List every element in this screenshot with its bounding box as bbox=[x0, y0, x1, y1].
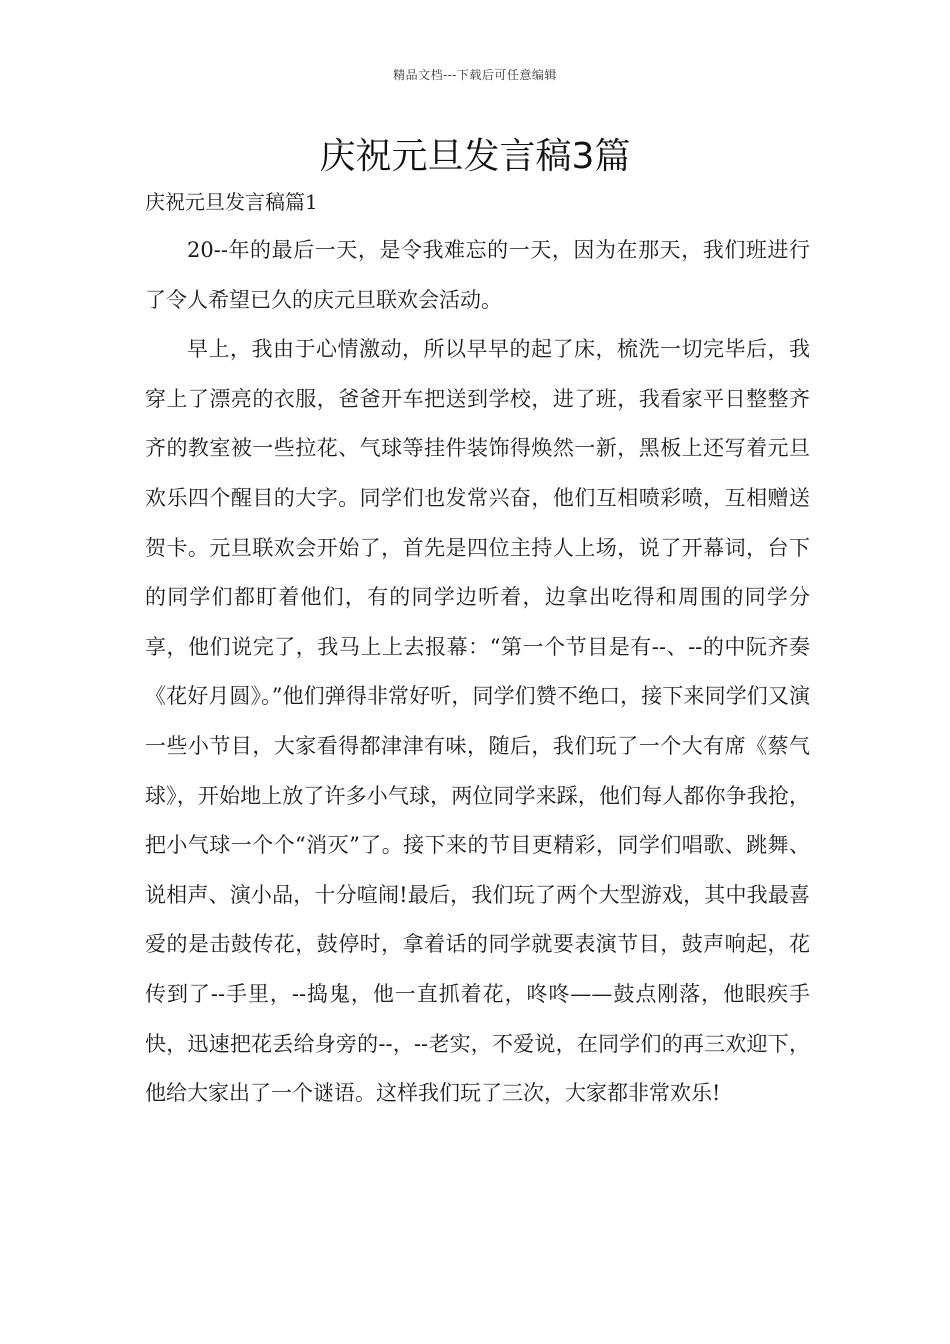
header-note: 精品文档---下载后可任意编辑 bbox=[393, 68, 557, 82]
paragraph-2: 早上，我由于心情激动，所以早早的起了床，梳洗一切完毕后，我穿上了漂亮的衣服，爸爸开车把送到学校，进了班，我看家平日整整齐齐的教室被一些拉花、气球等挂件装饰得焕然一新，黑板上还写着元旦欢乐四个醒目的大字。同学们也发常兴奋，他们互相喷彩喷，互相赠送贺卡。元旦联欢会开始了，首先是四位主持人上场，说了开幕词，台下的同学们都盯着他们，有的同学边听着，边拿出吃得和周围的同学分享，他们说完了，我马上上去报幕：“第一个节目是有--、--的中阮齐奏《花好月圆》。”他们弹得非常好听，同学们赞不绝口，接下来同学们又演一些小节目，大家看得都津津有味，随后，我们玩了一个大有席《蔡气球》，开始地上放了许多小气球，两位同学来踩，他们每人都你争我抢，把小气球一个个“消灭”了。接下来的节目更精彩，同学们唱歌、跳舞、说相声、演小品，十分喧闹!最后，我们玩了两个大型游戏，其中我最喜爱的是击鼓传花，鼓停时，拿着话的同学就要表演节目，鼓声响起，花传到了--手里，--捣鬼，他一直抓着花，咚咚——鼓点刚落，他眼疾手快，迅速把花丢给身旁的--，--老实，不爱说，在同学们的再三欢迎下，他给大家出了一个谜语。这样我们玩了三次，大家都非常欢乐! bbox=[145, 337, 810, 1106]
document-title: 庆祝元旦发言稿3篇 bbox=[319, 136, 631, 177]
section-heading: 庆祝元旦发言稿篇1 bbox=[145, 190, 318, 214]
document-body bbox=[145, 226, 810, 1119]
paragraph-1: 20--年的最后一天，是令我难忘的一天，因为在那天，我们班进行了令人希望已久的庆元旦联欢会活动。 bbox=[145, 238, 810, 312]
